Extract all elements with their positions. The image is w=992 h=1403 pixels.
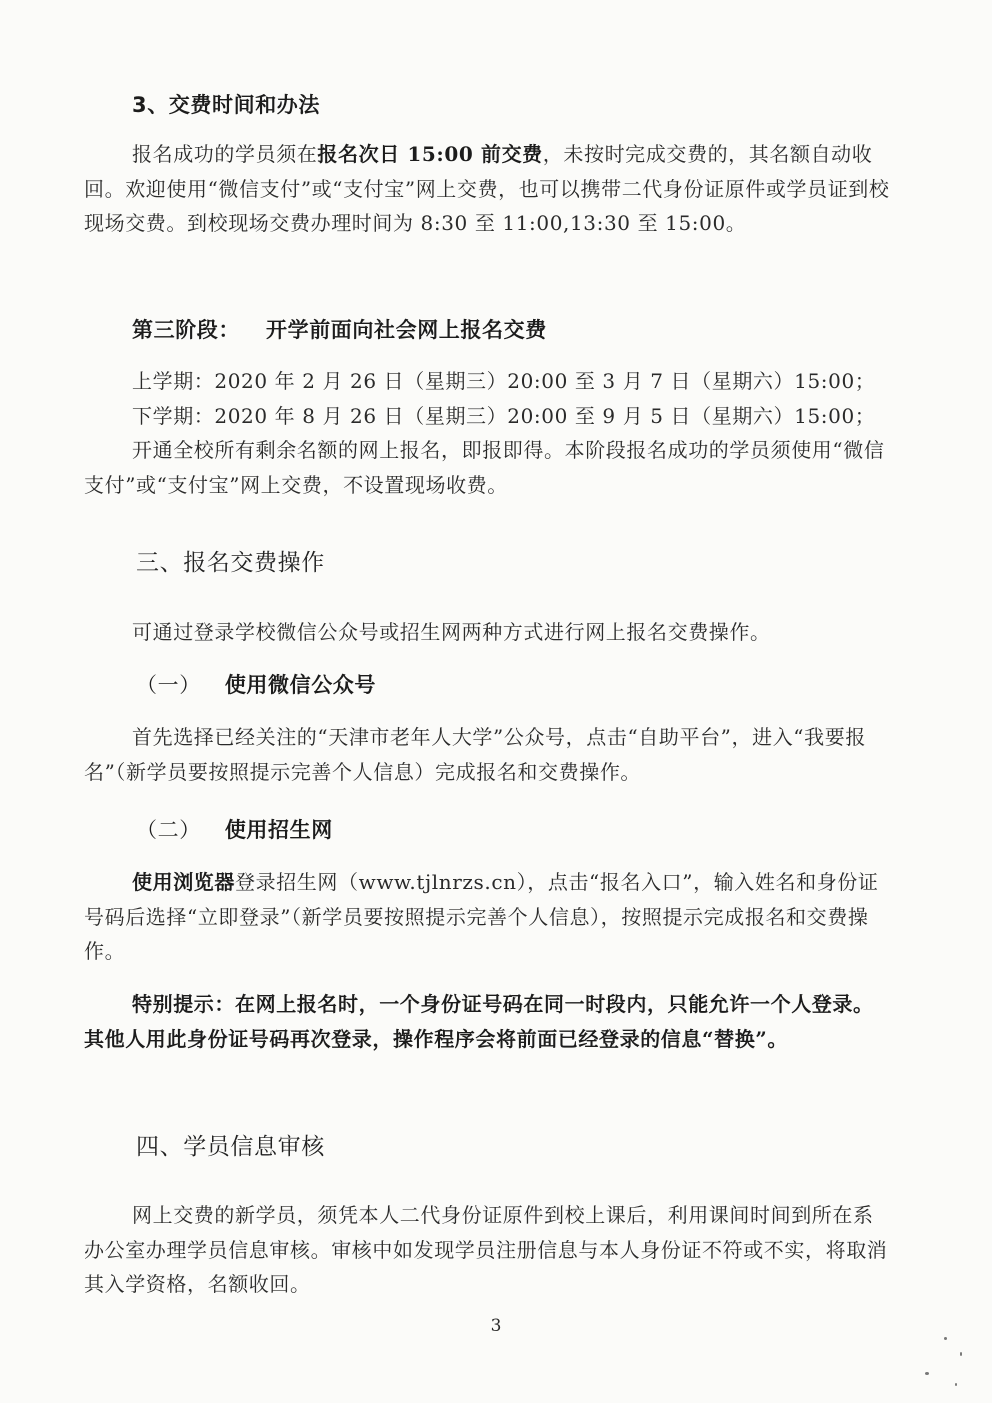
semester-2-line: 下学期：2020 年 8 月 26 日（星期三）20:00 至 9 月 5 日（星期六）15:00； <box>132 403 876 428</box>
fee-text-c: ，未按时完成交费的，其名额自动收回。欢迎使用“微信支付”或“支付宝”网上交费，也可以携带二代身份证原件或学员证到校现场交费。到校现场交费办理时间为 8:30 至 11:00,13:30 至 15:00。 <box>84 142 890 235</box>
special-notice-text: 特别提示：在网上报名时，一个身份证号码在同一时段内，只能允许一个人登录。其他人用此身份证号码再次登录，操作程序会将前面已经登录的信息“替换”。 <box>84 992 874 1051</box>
part-4-paragraph: 网上交费的新学员，须凭本人二代身份证原件到校上课后，利用课间时间到所在系办公室办理学员信息审核。审核中如发现学员注册信息与本人身份证不符或不实，将取消其入学资格，名额收回。 <box>84 1203 888 1296</box>
fee-payment-paragraph <box>84 137 892 241</box>
part-3-intro-block <box>84 615 892 650</box>
part-4-title: 四、学员信息审核 <box>136 1134 325 1160</box>
browser-bold: 使用浏览器 <box>132 870 235 894</box>
part-3-intro: 可通过登录学校微信公众号或招生网两种方式进行网上报名交费操作。 <box>132 620 771 644</box>
fee-text-a: 报名成功的学员须在 <box>132 142 318 166</box>
subsection-1-number: （一） <box>136 673 201 697</box>
wechat-paragraph: 首先选择已经关注的“天津市老年人大学”公众号，点击“自助平台”，进入“我要报名”（新学员要按照提示完善个人信息）完成报名和交费操作。 <box>84 725 866 784</box>
part-4-body <box>84 1198 892 1302</box>
special-notice <box>84 987 892 1056</box>
scan-speck <box>955 1383 957 1386</box>
stage-3-label: 第三阶段： <box>132 318 240 342</box>
stage-3-heading <box>132 313 892 348</box>
subsection-1-title: 使用微信公众号 <box>224 673 377 697</box>
stage-3-title: 开学前面向社会网上报名交费 <box>266 318 547 342</box>
subsection-1-body <box>84 720 892 789</box>
page-number: 3 <box>490 1316 502 1336</box>
fee-deadline-bold: 报名次日 15:00 前交费 <box>317 142 543 166</box>
semester-1-line: 上学期：2020 年 2 月 26 日（星期三）20:00 至 3 月 7 日（星期六）15:00； <box>132 369 876 393</box>
subsection-2-body <box>84 865 892 969</box>
part-3-title: 三、报名交费操作 <box>136 550 325 576</box>
scan-speck <box>944 1337 947 1340</box>
subsection-1-heading <box>136 668 892 703</box>
stage-3-paragraph: 开通全校所有剩余名额的网上报名，即报即得。本阶段报名成功的学员须使用“微信支付”或“支付宝”网上交费，不设置现场收费。 <box>84 438 885 497</box>
section-3-title: 3、交费时间和办法 <box>132 93 321 117</box>
scan-speck <box>925 1372 929 1375</box>
scan-speck <box>960 1352 962 1356</box>
website-paragraph: 登录招生网（www.tjlnrzs.cn），点击“报名入口”，输入姓名和身份证号码后选择“立即登录”（新学员要按照提示完善个人信息），按照提示完成报名和交费操作。 <box>84 870 879 963</box>
subsection-2-title: 使用招生网 <box>224 818 333 842</box>
subsection-2-heading <box>136 813 892 848</box>
subsection-2-number: （二） <box>136 818 201 842</box>
stage-3-body <box>84 364 892 502</box>
